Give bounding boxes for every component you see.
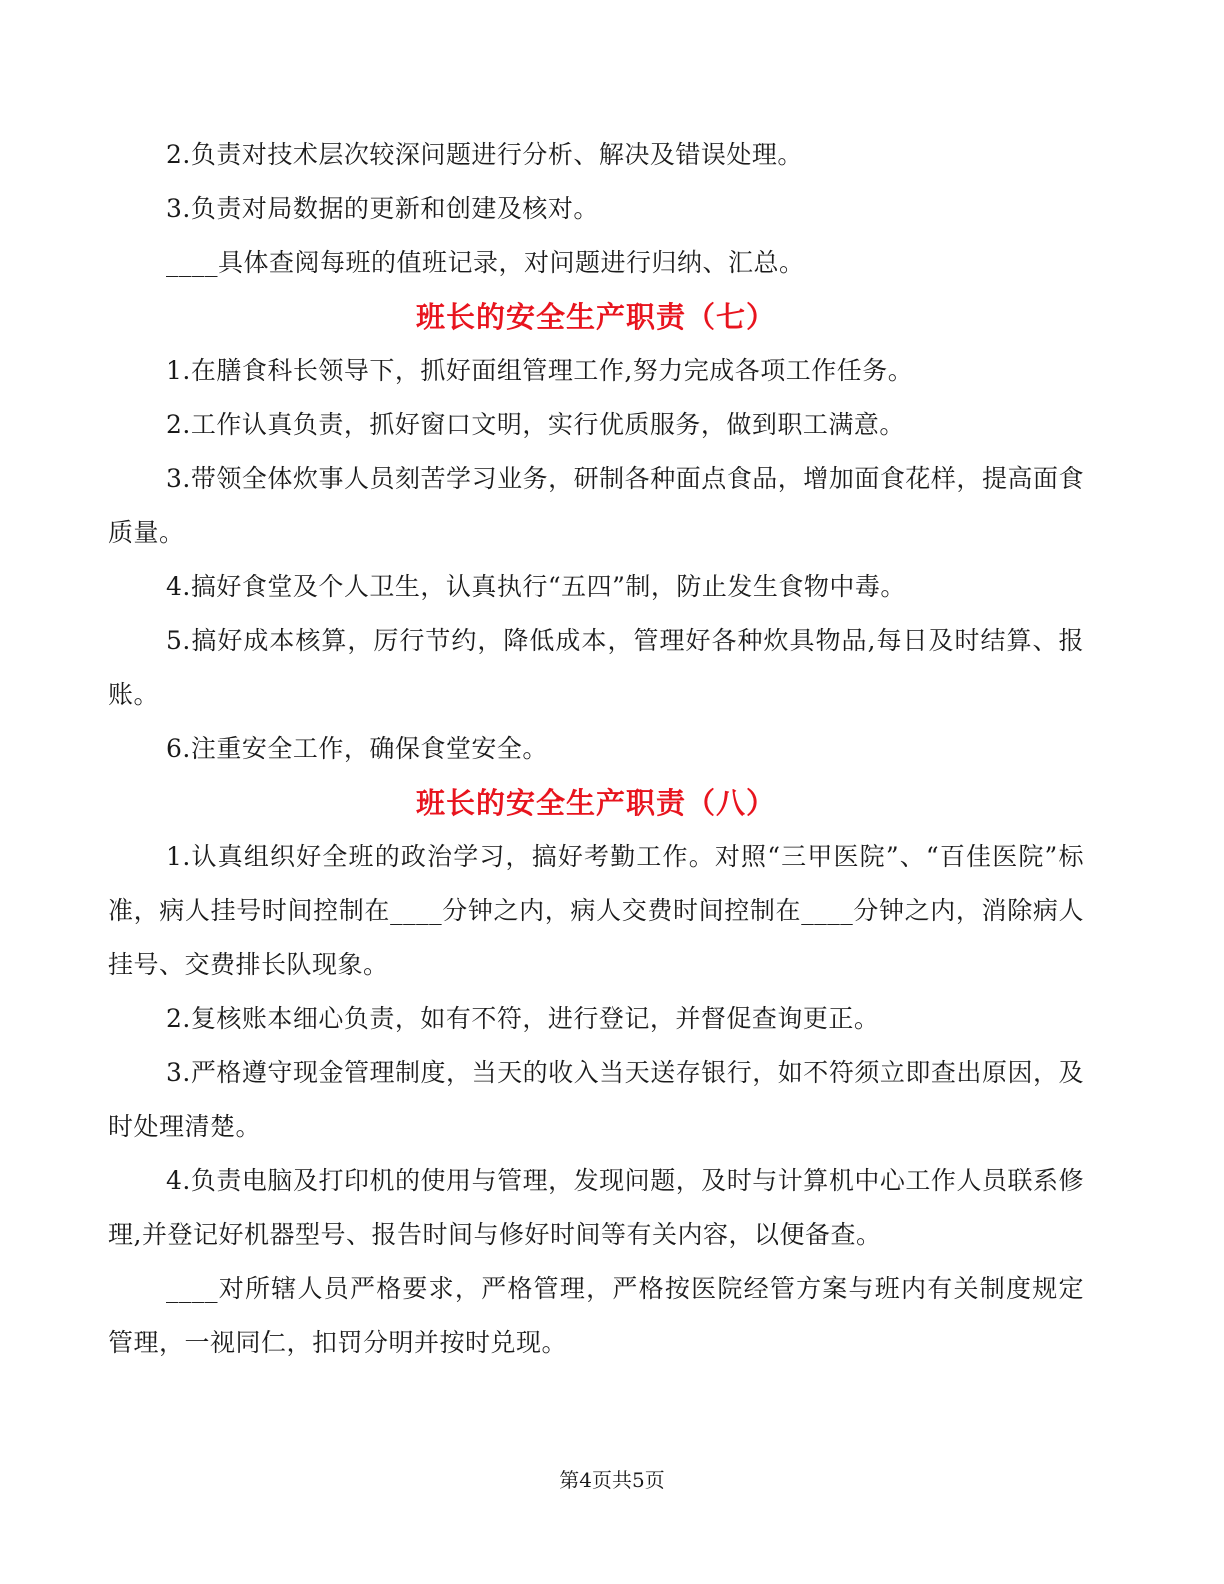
paragraph: ____对所辖人员严格要求，严格管理，严格按医院经管方案与班内有关制度规定管理，一视同仁，扣罚分明并按时兑现。 — [108, 1274, 1084, 1357]
paragraph: 3.带领全体炊事人员刻苦学习业务，研制各种面点食品，增加面食花样，提高面食质量。 — [108, 464, 1084, 547]
paragraph: 4.搞好食堂及个人卫生，认真执行“五四”制，防止发生食物中毒。 — [166, 572, 906, 601]
paragraph: 5.搞好成本核算，厉行节约，降低成本，管理好各种炊具物品,每日及时结算、报账。 — [108, 626, 1084, 709]
paragraph: 4.负责电脑及打印机的使用与管理，发现问题，及时与计算机中心工作人员联系修理,并登记好机器型号、报告时间与修好时间等有关内容，以便备查。 — [108, 1166, 1084, 1249]
paragraph: 6.注重安全工作，确保食堂安全。 — [166, 734, 548, 763]
paragraph: 2.工作认真负责，抓好窗口文明，实行优质服务，做到职工满意。 — [166, 410, 905, 439]
paragraph: 1.在膳食科长领导下，抓好面组管理工作,努力完成各项工作任务。 — [166, 356, 914, 385]
section-heading-7: 班长的安全生产职责（七） — [415, 300, 776, 334]
paragraph: 1.认真组织好全班的政治学习，搞好考勤工作。对照“三甲医院”、“百佳医院”标准，病人挂号时间控制在____分钟之内，病人交费时间控制在____分钟之内，消除病人挂号、交费排长队现象。 — [108, 842, 1084, 979]
paragraph: 2.负责对技术层次较深问题进行分析、解决及错误处理。 — [166, 140, 803, 169]
section-heading-8: 班长的安全生产职责（八） — [415, 786, 776, 820]
page-number: 第4页共5页 — [559, 1468, 665, 1492]
document-page — [108, 128, 1084, 1370]
paragraph: 2.复核账本细心负责，如有不符，进行登记，并督促查询更正。 — [166, 1004, 880, 1033]
paragraph: ____具体查阅每班的值班记录，对问题进行归纳、汇总。 — [166, 248, 805, 277]
paragraph: 3.负责对局数据的更新和创建及核对。 — [166, 194, 599, 223]
paragraph: 3.严格遵守现金管理制度，当天的收入当天送存银行，如不符须立即查出原因，及时处理清楚。 — [108, 1058, 1084, 1141]
